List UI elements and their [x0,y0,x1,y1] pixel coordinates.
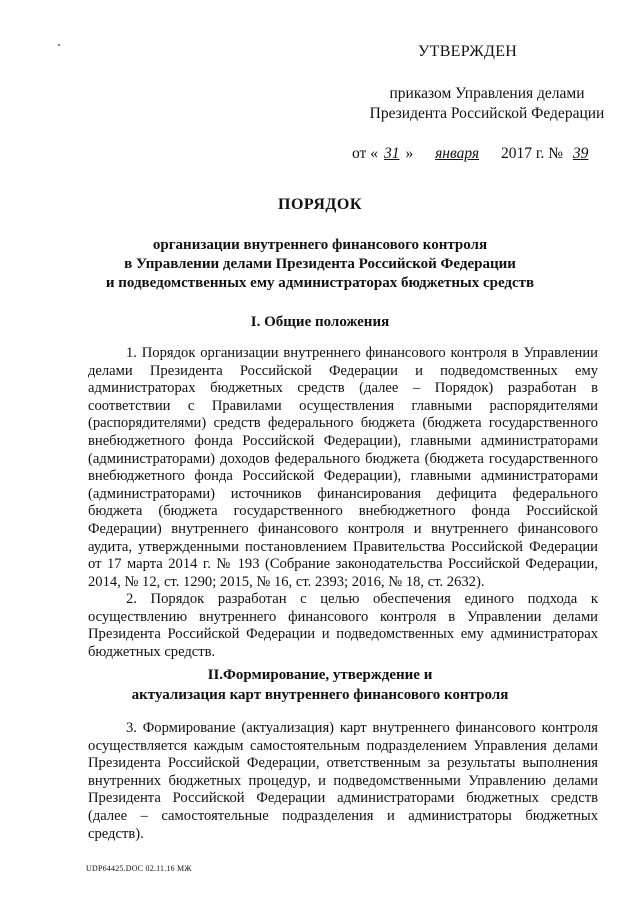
subtitle-line-2: в Управлении делами Президента Российской Федерации [124,256,516,272]
order-number: 39 [572,145,589,162]
subtitle-line-3: и подведомственных ему администраторах бюджетных средств [105,275,535,291]
scan-speck [58,44,61,47]
section-1-heading: I. Общие положения [250,314,390,330]
approval-heading: УТВЕРЖДЕН [418,43,518,60]
approval-line-2: Президента Российской Федерации [369,105,605,122]
document-subtitle [60,236,580,293]
date-month: января [435,145,480,162]
approval-block [352,42,612,164]
section-2-heading [0,665,640,705]
date-mid: » [405,145,414,162]
paragraph-2: 2. Порядок разработан с целью обеспечения единого подхода к осуществлению внутреннего финансового контроля в Управлении делами Президента Российской Федерации и подведомственных ему администраторах бюджетных средств. [88,591,598,660]
document-title: ПОРЯДОК [278,196,362,213]
paragraph-1: 1. Порядок организации внутреннего финансового контроля в Управлении делами Президента Российской Федерации и подведомственных ему администраторах бюджетных средств (далее – Порядок) разработан в соответствии с Правилами осуществления главными распорядителями (распорядителями) средств федерального бюджета (бюджета государственного внебюджетного фонда Российской Федерации), главными администраторами (администраторами) доходов федерального бюджета (бюджета государственного внебюджетного фонда Российской Федерации), главными администраторами (администраторами) источников финансирования дефицита федерального бюджета (бюджета государственного внебюджетного фонда Российской Федерации) внутреннего финансового контроля и внутреннего финансового аудита, утвержденными постановлением Правительства Российской Федерации от 17 марта 2014 г. № 193 (Собрание законодательства Российской Федерации, 2014, № 12, ст. 1290; 2015, № 16, ст. 2393; 2016, № 18, ст. 2632). [88,345,598,590]
file-footer: UDP64425.DOC 02.11.16 МЖ [86,864,192,873]
subtitle-line-1: организации внутреннего финансового контроля [152,237,488,253]
approval-date [352,144,612,164]
paragraph-3: 3. Формирование (актуализация) карт внутреннего финансового контроля осуществляется каждым самостоятельным подразделением Управления делами Президента Российской Федерации, ответственным за результаты выполнения внутренних бюджетных процедур, и подведомственными Управлению делами Президента Российской Федерации администраторами бюджетных средств (далее – самостоятельные подразделения и администраторы бюджетных средств). [88,720,598,842]
date-day: 31 [383,145,400,162]
date-year: 2017 г. № [500,145,564,162]
approval-line-1: приказом Управления делами [389,85,585,102]
section-2-heading-line-1: II.Формирование, утверждение и [207,667,433,683]
section-2-heading-line-2: актуализация карт внутреннего финансового контроля [131,687,509,703]
date-prefix: от « [352,145,378,162]
